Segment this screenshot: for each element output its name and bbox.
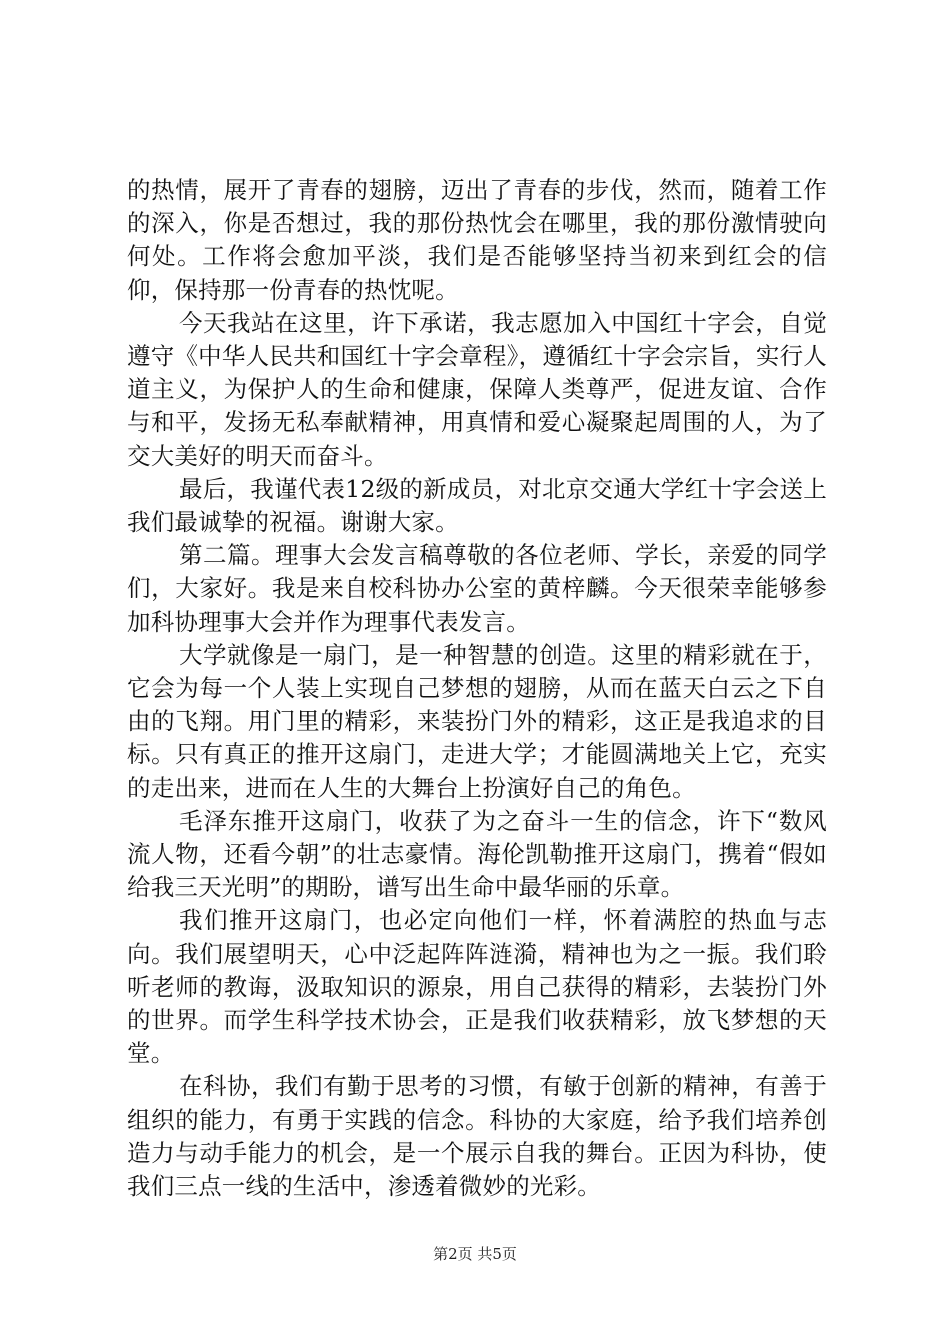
paragraph: 毛泽东推开这扇门，收获了为之奋斗一生的信念，许下“数风流人物，还看今朝”的壮志豪情。海伦凯勒推开这扇门，携着“假如给我三天光明”的期盼，谱写出生命中最华丽的乐章。 (127, 806, 827, 902)
paragraph: 最后，我谨代表12级的新成员，对北京交通大学红十字会送上我们最诚挚的祝福。谢谢大家。 (127, 474, 827, 537)
page-number-footer: 第2页 共5页 (433, 1245, 517, 1263)
paragraph: 在科协，我们有勤于思考的习惯，有敏于创新的精神，有善于组织的能力，有勇于实践的信念。科协的大家庭，给予我们培养创造力与动手能力的机会，是一个展示自我的舞台。正因为科协，使我们三点一线的生活中，渗透着微妙的光彩。 (127, 1072, 827, 1201)
paragraph: 的热情，展开了青春的翅膀，迈出了青春的步伐，然而，随着工作的深入，你是否想过，我的那份热忱会在哪里，我的那份激情驶向何处。工作将会愈加平淡，我们是否能够坚持当初来到红会的信仰，保持那一份青春的热忱呢。 (127, 176, 827, 304)
paragraph: 大学就像是一扇门，是一种智慧的创造。这里的精彩就在于，它会为每一个人装上实现自己梦想的翅膀，从而在蓝天白云之下自由的飞翔。用门里的精彩，来装扮门外的精彩，这正是我追求的目标。只有真正的推开这扇门，走进大学；才能圆满地关上它，充实的走出来，进而在人生的大舞台上扮演好自己的角色。 (127, 640, 827, 802)
document-body (127, 174, 827, 1203)
paragraph: 今天我站在这里，许下承诺，我志愿加入中国红十字会，自觉遵守《中华人民共和国红十字会章程》，遵循红十字会宗旨，实行人道主义，为保护人的生命和健康，保障人类尊严，促进友谊、合作与和平，发扬无私奉献精神，用真情和爱心凝聚起周围的人，为了交大美好的明天而奋斗。 (127, 308, 827, 470)
paragraph: 我们推开这扇门，也必定向他们一样，怀着满腔的热血与志向。我们展望明天，心中泛起阵阵涟漪，精神也为之一振。我们聆听老师的教诲，汲取知识的源泉，用自己获得的精彩，去装扮门外的世界。而学生科学技术协会，正是我们收获精彩，放飞梦想的天堂。 (127, 906, 827, 1068)
paragraph: 第二篇。理事大会发言稿尊敬的各位老师、学长，亲爱的同学们，大家好。我是来自校科协办公室的黄梓麟。今天很荣幸能够参加科协理事大会并作为理事代表发言。 (127, 541, 827, 636)
